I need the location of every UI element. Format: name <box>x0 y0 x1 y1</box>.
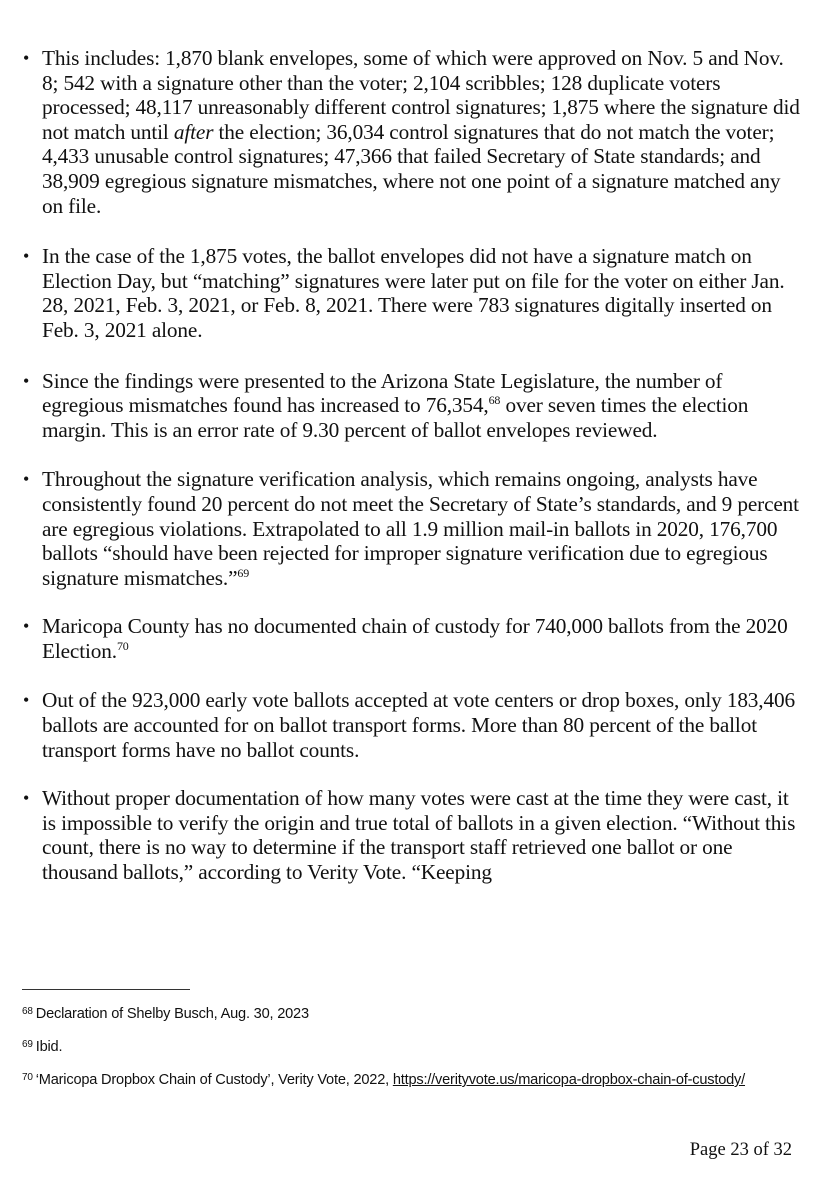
footnote-divider <box>22 989 190 990</box>
bullet-list <box>22 46 802 909</box>
footnote-number: 69 <box>22 1039 33 1050</box>
footnote-reference[interactable]: 68 <box>488 393 501 408</box>
footnote-70 <box>22 1070 792 1090</box>
bullet-item <box>22 467 802 590</box>
page-number: Page 23 of 32 <box>689 1140 792 1160</box>
bullet-icon: • <box>23 370 30 391</box>
bullet-item <box>22 369 802 443</box>
footnote-number: 70 <box>22 1072 33 1083</box>
bullet-text: Without proper documentation of how many votes were cast at the time they were cast, it is impossible to verify the origin and true total of ballots in a given election. “Without this count, there is no way to determine if the transport staff retrieved one ballot or one thousand ballots,” according to Verity Vote. “Keeping <box>42 786 796 885</box>
bullet-text: This includes: 1,870 blank envelopes, some of which were approved on Nov. 5 and Nov. 8; 542 with a signature other than the voter; 2,104 scribbles; 128 duplicate voters processed; 48,117 unreasonably different control signatures; 1,875 where the signature did not match until after the election; 36,034 control signatures that do not match the voter; 4,433 unusable control signatures; 47,366 that failed Secretary of State standards; and 38,909 egregious signature mismatches, where not one point of a signature matched any on file. <box>42 46 800 218</box>
bullet-text: Throughout the signature verification analysis, which remains ongoing, analysts have consistently found 20 percent do not meet the Secretary of State’s standards, and 9 percent are egregious violations. Extrapolated to all 1.9 million mail-in ballots in 2020, 176,700 ballots “should have been rejected for improper signature verification due to egregious signature mismatches.”$^{69}$ <box>42 467 799 590</box>
footnotes <box>22 1004 792 1103</box>
bullet-text: Maricopa County has no documented chain of custody for 740,000 ballots from the 2020 Election.$^{70}$ <box>42 614 788 663</box>
emphasis-text: after <box>173 119 214 144</box>
footnote-reference[interactable]: 69 <box>237 565 250 580</box>
bullet-icon: • <box>23 616 30 637</box>
footnote-reference[interactable]: 70 <box>116 638 129 653</box>
bullet-item <box>22 614 802 663</box>
footnote-text: Ibid. <box>35 1039 63 1055</box>
bullet-text: Out of the 923,000 early vote ballots accepted at vote centers or drop boxes, only 183,406 ballots are accounted for on ballot transport forms. More than 80 percent of the ballot transport forms have no ballot counts. <box>42 688 795 762</box>
bullet-icon: • <box>23 246 30 267</box>
bullet-icon: • <box>23 788 30 809</box>
footnote-link[interactable]: https://verityvote.us/maricopa-dropbox-chain-of-custody/ <box>392 1072 746 1088</box>
bullet-item <box>22 46 802 218</box>
bullet-icon: • <box>23 48 30 68</box>
bullet-icon: • <box>23 469 30 490</box>
footnote-number: 68 <box>22 1006 33 1017</box>
bullet-icon: • <box>23 690 30 711</box>
bullet-item <box>22 688 802 762</box>
footnote-69 <box>22 1037 792 1057</box>
bullet-text: Since the findings were presented to the Arizona State Legislature, the number of egregious mismatches found has increased to 76,354,68 over seven times the election margin. This is an error rate of 9.30 percent of ballot envelopes reviewed. <box>42 368 749 442</box>
bullet-item <box>22 244 802 342</box>
footnote-text: ‘Maricopa Dropbox Chain of Custody’, Verity Vote, 2022, <box>35 1072 393 1088</box>
footnote-text: Declaration of Shelby Busch, Aug. 30, 2023 <box>35 1006 309 1022</box>
bullet-text: In the case of the 1,875 votes, the ballot envelopes did not have a signature match on Election Day, but “matching” signatures were later put on file for the voter on either Jan. 28, 2021, Feb. 3, 2021, or Feb. 8, 2021. There were 783 signatures digitally inserted on Feb. 3, 2021 alone. <box>42 244 785 342</box>
footnote-68 <box>22 1004 792 1024</box>
bullet-item <box>22 786 802 884</box>
